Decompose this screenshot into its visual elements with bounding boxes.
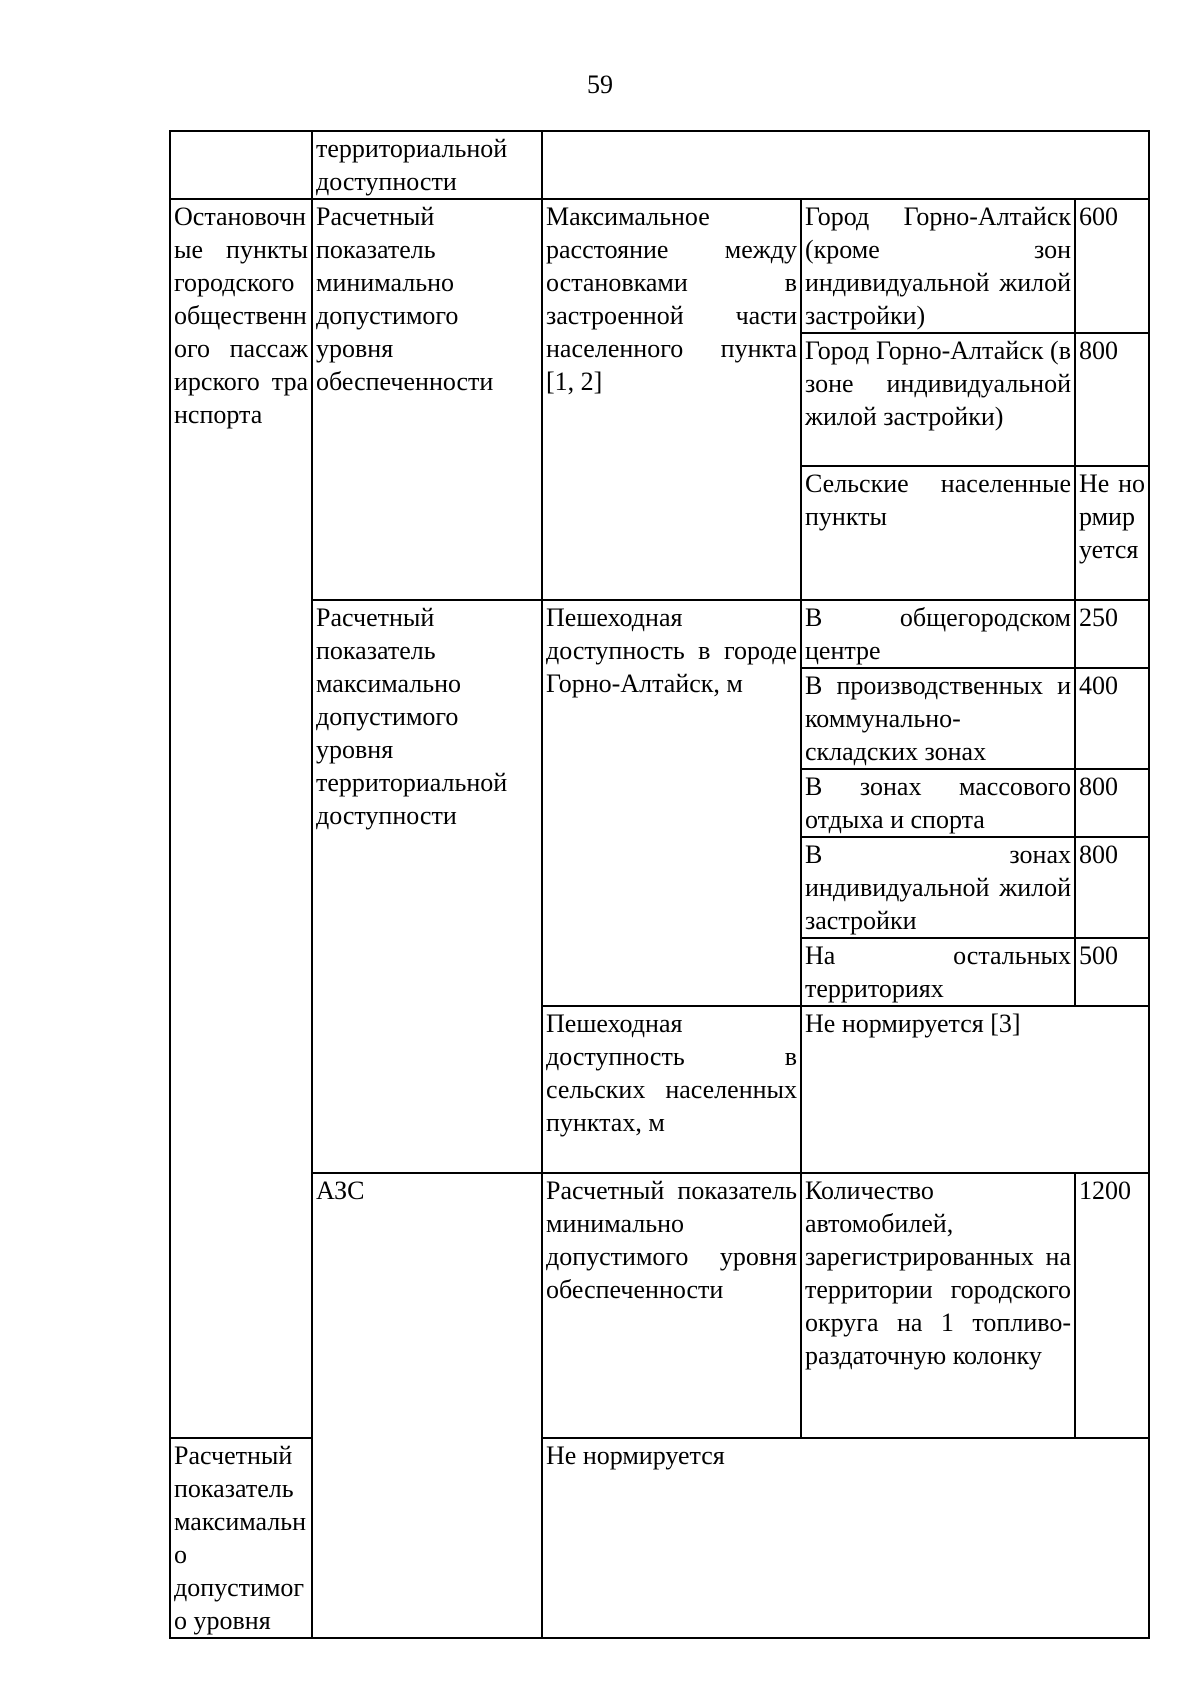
zone-cell: Сельские населенные пункты — [801, 466, 1075, 600]
parameter-cell-distance: Максимальное расстояние между остановками в застроенной части населенного пункта [1, 2] — [542, 199, 801, 600]
indicator-cell-min: Расчетный показатель минимально допустимого уровня обеспеченности — [312, 199, 542, 600]
value-cell: 500 — [1075, 938, 1149, 1006]
zone-cell: В общегородском центре — [801, 600, 1075, 668]
value-cell-azs: 1200 — [1075, 1173, 1149, 1438]
value-cell-rural: Не нормируется [3] — [801, 1006, 1149, 1173]
zone-cell: В зонах индивидуальной жилой застройки — [801, 837, 1075, 938]
value-cell: Не нормируется — [1075, 466, 1149, 600]
object-cell-stops: Остановочные пункты городского общественного пассажирского транспорта — [170, 199, 312, 1438]
zone-cell: Город Горно-Алтайск (в зоне индивидуальной жилой застройки) — [801, 333, 1075, 466]
table-row — [170, 1173, 1149, 1438]
indicator-cell-max: Расчетный показатель максимально допустимого уровня территориальной доступности — [312, 600, 542, 1173]
page-number: 59 — [587, 70, 613, 99]
object-cell-empty — [170, 131, 312, 199]
value-cell: 400 — [1075, 668, 1149, 769]
parameter-cell-walk-rural: Пешеходная доступность в сельских населенных пунктах, м — [542, 1006, 801, 1173]
indicator-cell: территориальной доступности — [312, 131, 542, 199]
empty-cell — [542, 131, 1149, 199]
zone-cell: На остальных территориях — [801, 938, 1075, 1006]
value-cell: 600 — [1075, 199, 1149, 333]
value-cell: 250 — [1075, 600, 1149, 668]
standards-table — [169, 130, 1150, 1639]
indicator-cell-max: Расчетный показатель максимально допустимого уровня — [170, 1438, 312, 1638]
parameter-cell-azs: Количество автомобилей, зарегистрированных на территории городского округа на 1 топливо-раздаточную колонку — [801, 1173, 1075, 1438]
value-cell: 800 — [1075, 837, 1149, 938]
zone-cell: В зонах массового отдыха и спорта — [801, 769, 1075, 837]
indicator-cell-min: Расчетный показатель минимально допустимого уровня обеспеченности — [542, 1173, 801, 1438]
table-row — [170, 600, 1149, 668]
table-row — [170, 131, 1149, 199]
value-cell-azs-max: Не нормируется — [542, 1438, 1149, 1638]
value-cell: 800 — [1075, 333, 1149, 466]
table-row — [170, 199, 1149, 333]
parameter-cell-walk-city: Пешеходная доступность в городе Горно-Алтайск, м — [542, 600, 801, 1006]
value-cell: 800 — [1075, 769, 1149, 837]
zone-cell: В производственных и коммунально-складских зонах — [801, 668, 1075, 769]
object-cell-azs: АЗС — [312, 1173, 542, 1638]
zone-cell: Город Горно-Алтайск (кроме зон индивидуальной жилой застройки) — [801, 199, 1075, 333]
